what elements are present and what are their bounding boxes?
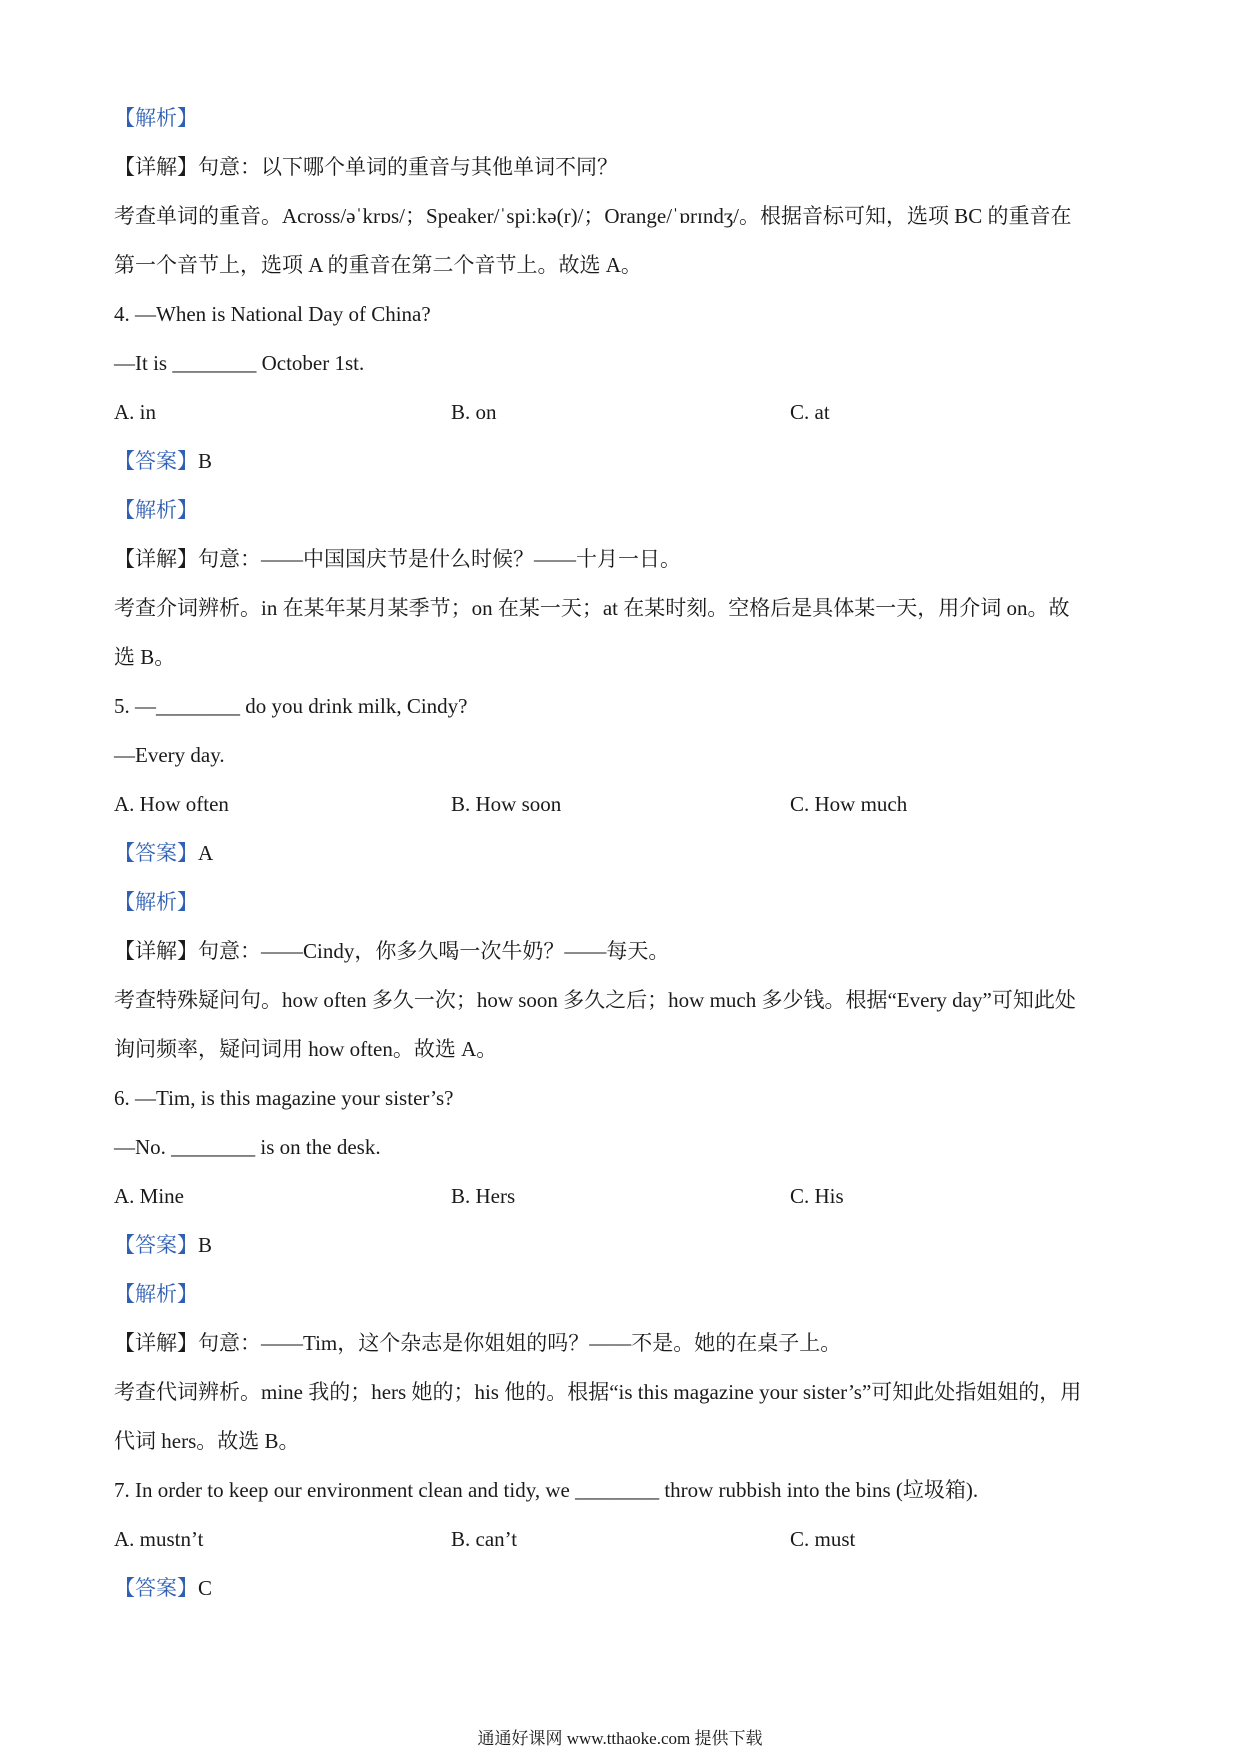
- q7-answer-value: C: [198, 1576, 213, 1600]
- q6-stem: 6. —Tim, is this magazine your sister’s?: [114, 1086, 454, 1110]
- q4-explanation-line1: 考查介词辨析。in 在某年某月某季节；on 在某一天；at 在某时刻。空格后是具体某一天，用介词 on。故: [114, 596, 1070, 620]
- analysis-label: [114, 1279, 1140, 1309]
- q7-option-c: C. must: [790, 1527, 856, 1551]
- q6-detail: [114, 1328, 1140, 1358]
- answer-tag: 【答案】: [114, 449, 198, 473]
- footer-source-text: 通通好课网 www.tthaoke.com 提供下载: [477, 1729, 763, 1748]
- q5-reply: —Every day.: [114, 743, 225, 767]
- q6-reply: —No. ________ is on the desk.: [114, 1135, 381, 1159]
- q3-detail-text: 句意：以下哪个单词的重音与其他单词不同？: [198, 155, 618, 179]
- q6-answer-value: B: [198, 1233, 213, 1257]
- answer-tag: 【答案】: [114, 1233, 198, 1257]
- analysis-label: [114, 495, 1140, 525]
- analysis-tag: 【解析】: [114, 106, 198, 130]
- detail-tag: 【详解】: [114, 547, 198, 571]
- detail-tag: 【详解】: [114, 155, 198, 179]
- q5-detail-text: 句意：——Cindy，你多久喝一次牛奶？——每天。: [198, 939, 670, 963]
- q4-option-c: C. at: [790, 400, 830, 424]
- analysis-tag: 【解析】: [114, 498, 198, 522]
- q4-answer-value: B: [198, 449, 213, 473]
- q4-answer: [114, 446, 1140, 476]
- q6-detail-text: 句意：——Tim，这个杂志是你姐姐的吗？——不是。她的在桌子上。: [198, 1331, 842, 1355]
- q7-option-a: A. mustn’t: [114, 1527, 204, 1551]
- q6-answer: [114, 1230, 1140, 1260]
- q3-explanation-line2: 第一个音节上，选项 A 的重音在第二个音节上。故选 A。: [114, 253, 642, 277]
- q6-explanation-line2: 代词 hers。故选 B。: [114, 1429, 300, 1453]
- q5-explanation-line1: 考查特殊疑问句。how often 多久一次；how soon 多久之后；how much 多少钱。根据“Every day”可知此处: [114, 988, 1076, 1012]
- analysis-tag: 【解析】: [114, 1282, 198, 1306]
- q6-option-a: A. Mine: [114, 1184, 184, 1208]
- q5-answer: [114, 838, 1140, 868]
- answer-tag: 【答案】: [114, 841, 198, 865]
- q7-answer: [114, 1573, 1140, 1603]
- q5-option-a: A. How often: [114, 792, 229, 816]
- answer-tag: 【答案】: [114, 1576, 198, 1600]
- q6-option-c: C. His: [790, 1184, 844, 1208]
- q5-explanation-line2: 询问频率，疑问词用 how often。故选 A。: [114, 1037, 498, 1061]
- q5-detail: [114, 936, 1140, 966]
- q6-option-b: B. Hers: [451, 1184, 516, 1208]
- q5-stem: 5. —________ do you drink milk, Cindy?: [114, 694, 468, 718]
- q7-stem: 7. In order to keep our environment clean and tidy, we ________ throw rubbish into the bins (垃圾箱).: [114, 1478, 979, 1502]
- q5-answer-value: A: [198, 841, 214, 865]
- q3-explanation-line1: 考查单词的重音。Across/əˈkrɒs/；Speaker/ˈspiːkə(r)/；Orange/ˈɒrɪndʒ/。根据音标可知，选项 BC 的重音在: [114, 204, 1072, 228]
- q5-option-b: B. How soon: [451, 792, 562, 816]
- q7-option-b: B. can’t: [451, 1527, 518, 1551]
- q4-reply: —It is ________ October 1st.: [114, 351, 365, 375]
- q4-explanation-line2: 选 B。: [114, 645, 176, 669]
- detail-tag: 【详解】: [114, 939, 198, 963]
- q6-explanation-line1: 考查代词辨析。mine 我的；hers 她的；his 他的。根据“is this magazine your sister’s”可知此处指姐姐的，用: [114, 1380, 1082, 1404]
- q3-detail: [114, 152, 1140, 182]
- q4-option-a: A. in: [114, 400, 156, 424]
- q5-option-c: C. How much: [790, 792, 908, 816]
- q4-detail-text: 句意：——中国国庆节是什么时候？——十月一日。: [198, 547, 681, 571]
- q4-stem: 4. —When is National Day of China?: [114, 302, 431, 326]
- analysis-label: [114, 103, 1140, 133]
- q4-option-b: B. on: [451, 400, 497, 424]
- analysis-label: [114, 887, 1140, 917]
- detail-tag: 【详解】: [114, 1331, 198, 1355]
- q4-detail: [114, 544, 1140, 574]
- analysis-tag: 【解析】: [114, 890, 198, 914]
